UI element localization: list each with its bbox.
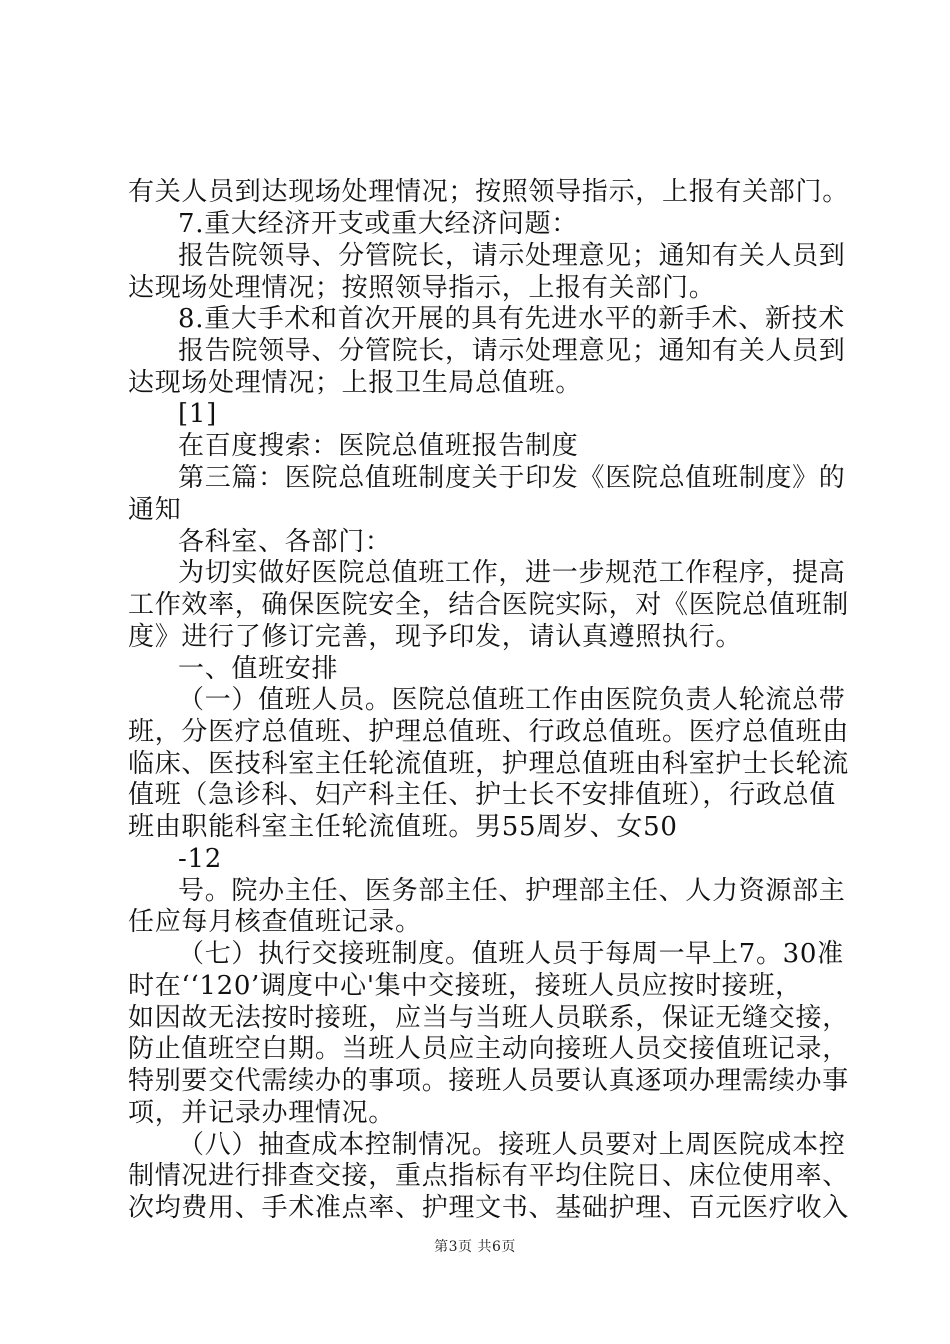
- text-line: 防止值班空白期。当班人员应主动向接班人员交接值班记录，: [128, 1034, 849, 1064]
- text-line: 班，分医疗总值班、护理总值班、行政总值班。医疗总值班由: [128, 717, 849, 747]
- text-line: 项，并记录办理情况。: [128, 1098, 396, 1128]
- text-line: 特别要交代需续办的事项。接班人员要认真逐项办理需续办事: [128, 1066, 849, 1096]
- text-line: 8.重大手术和首次开展的具有先进水平的新手术、新技术: [178, 304, 846, 334]
- text-line: 在百度搜索：医院总值班报告制度: [178, 431, 579, 461]
- text-line: 达现场处理情况；上报卫生局总值班。: [128, 368, 582, 398]
- text-line: 报告院领导、分管院长，请示处理意见；通知有关人员到: [178, 336, 846, 366]
- text-line: 报告院领导、分管院长，请示处理意见；通知有关人员到: [178, 241, 846, 271]
- text-line: 值班（急诊科、妇产科主任、护士长不安排值班），行政总值: [128, 780, 836, 810]
- text-line: 时在‘‘120’调度中心'集中交接班，接班人员应按时接班，: [128, 971, 802, 1001]
- text-line: 号。院办主任、医务部主任、护理部主任、人力资源部主: [178, 876, 846, 906]
- text-line: 临床、医技科室主任轮流值班，护理总值班由科室护士长轮流: [128, 749, 849, 779]
- text-line: （七）执行交接班制度。值班人员于每周一早上7。30准: [178, 939, 844, 969]
- text-line: 任应每月核查值班记录。: [128, 907, 422, 937]
- text-line: 班由职能科室主任轮流值班。男55周岁、女50: [128, 812, 678, 842]
- text-line: 达现场处理情况；按照领导指示，上报有关部门。: [128, 273, 716, 303]
- text-line: -12: [178, 844, 222, 874]
- text-line: 为切实做好医院总值班工作，进一步规范工作程序，提高: [178, 558, 846, 588]
- text-line: 各科室、各部门：: [178, 527, 392, 557]
- text-line: 一、值班安排: [178, 654, 339, 684]
- section-heading: 通知: [128, 495, 182, 525]
- text-line: （八）抽查成本控制情况。接班人员要对上周医院成本控: [178, 1130, 846, 1160]
- text-line: 度》进行了修订完善，现予印发，请认真遵照执行。: [128, 622, 743, 652]
- text-line: 工作效率，确保医院安全，结合医院实际，对《医院总值班制: [128, 590, 849, 620]
- text-line: 如因故无法按时接班，应当与当班人员联系，保证无缝交接，: [128, 1003, 849, 1033]
- text-line: 次均费用、手术准点率、护理文书、基础护理、百元医疗收入: [128, 1193, 849, 1223]
- text-line: [1]: [178, 399, 217, 429]
- text-line: （一）值班人员。医院总值班工作由医院负责人轮流总带: [178, 685, 846, 715]
- page-number: 第3页 共6页: [434, 1239, 516, 1255]
- text-line: 有关人员到达现场处理情况；按照领导指示，上报有关部门。: [128, 177, 849, 207]
- text-line: 制情况进行排查交接，重点指标有平均住院日、床位使用率、: [128, 1161, 849, 1191]
- text-line: 7.重大经济开支或重大经济问题：: [178, 209, 579, 239]
- section-heading: 第三篇：医院总值班制度关于印发《医院总值班制度》的: [178, 463, 846, 493]
